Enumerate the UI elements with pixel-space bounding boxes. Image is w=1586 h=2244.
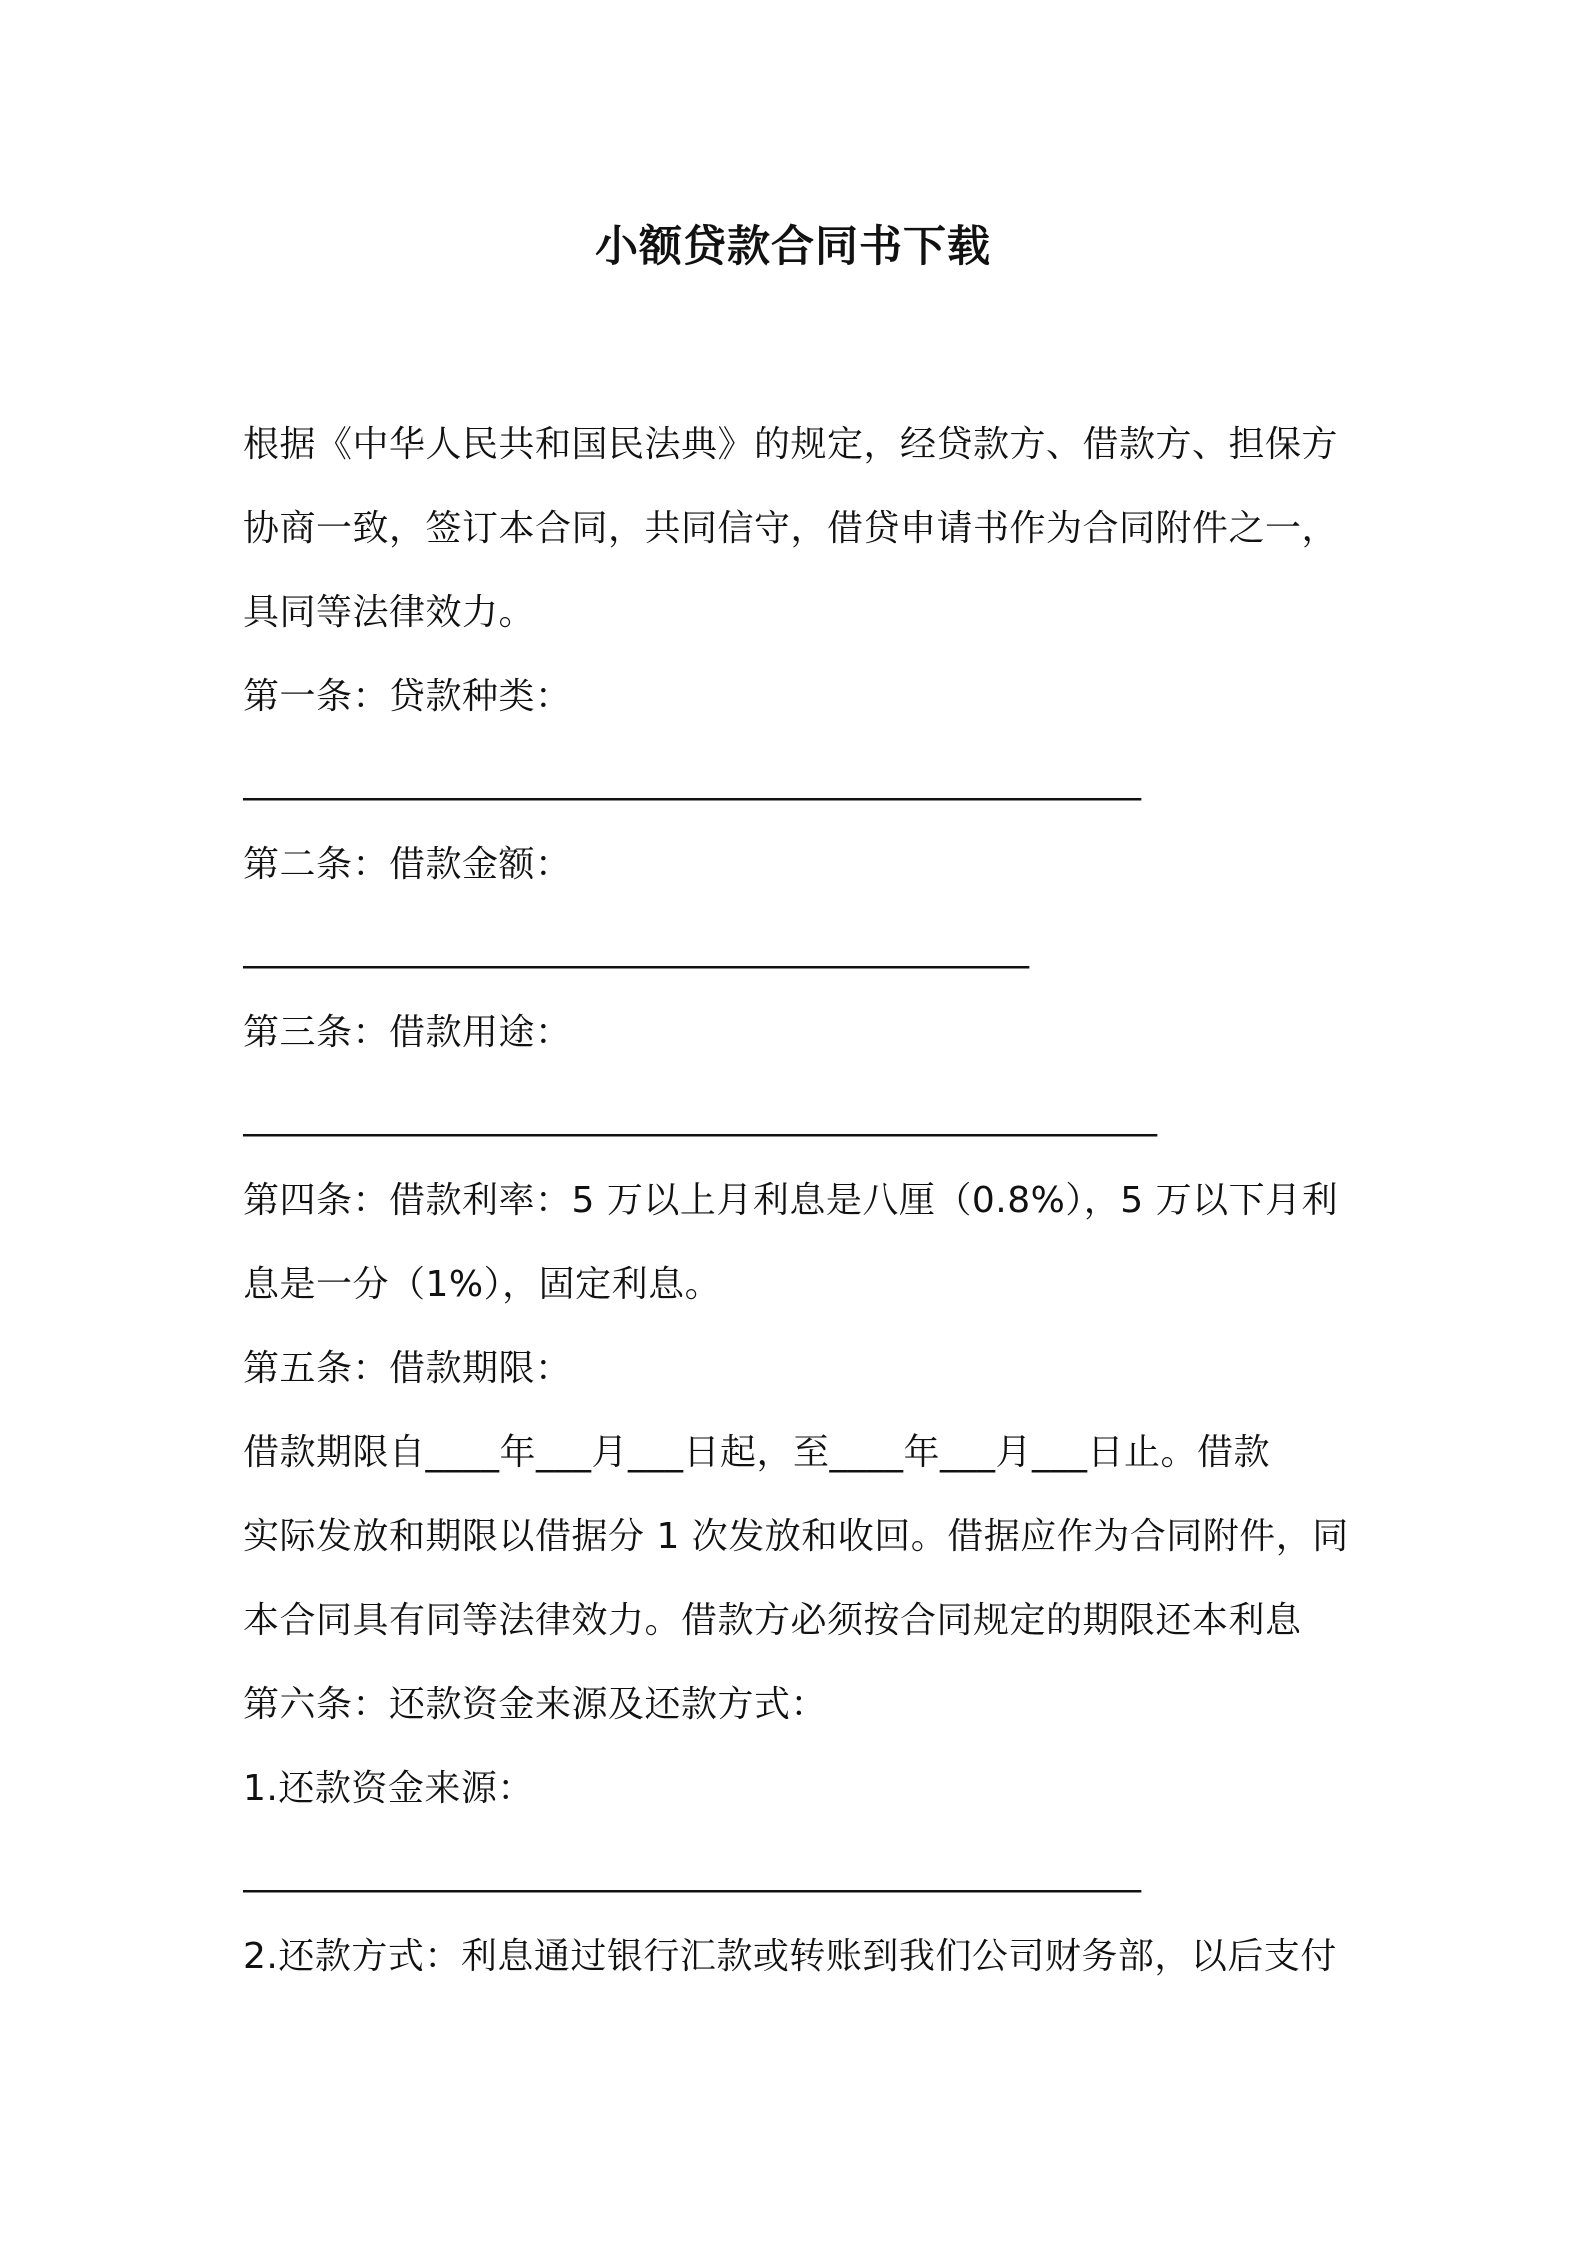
document-title: 小额贷款合同书下载 — [595, 222, 991, 272]
clause-heading-1: 第一条：贷款种类： — [243, 676, 572, 717]
paragraph-line: 协商一致，签订本合同，共同信守，借贷申请书作为合同附件之一， — [243, 508, 1339, 549]
paragraph-line: 具同等法律效力。 — [243, 592, 536, 633]
document-body — [243, 403, 1363, 1999]
paragraph-line: 本合同具有同等法律效力。借款方必须按合同规定的期限还本利息 — [243, 1600, 1302, 1641]
clause-heading-4: 第四条：借款利率：5 万以上月利息是八厘（0.8%），5 万以下月利 — [243, 1180, 1339, 1221]
clause-heading-3: 第三条：借款用途： — [243, 1012, 572, 1053]
blank-fill-line: ________________________________________________________ — [243, 760, 1139, 801]
paragraph-line: 实际发放和期限以借据分 1 次发放和收回。借据应作为合同附件，同 — [243, 1516, 1349, 1557]
blank-fill-line: _________________________________________________ — [243, 928, 1027, 969]
paragraph-line: 息是一分（1%），固定利息。 — [243, 1264, 722, 1305]
blank-fill-line: ________________________________________________________ — [243, 1852, 1139, 1893]
blank-fill-line: _________________________________________________________ — [243, 1096, 1155, 1137]
clause-heading-5: 第五条：借款期限： — [243, 1348, 572, 1389]
clause-heading-6: 第六条：还款资金来源及还款方式： — [243, 1684, 828, 1725]
clause-heading-2: 第二条：借款金额： — [243, 844, 572, 885]
paragraph-line: 借款期限自____年___月___日起，至____年___月___日止。借款 — [243, 1432, 1271, 1473]
paragraph-line: 根据《中华人民共和国民法典》的规定，经贷款方、借款方、担保方 — [243, 424, 1339, 465]
sub-clause-line: 1.还款资金来源： — [243, 1768, 534, 1809]
sub-clause-line: 2.还款方式：利息通过银行汇款或转账到我们公司财务部，以后支付 — [243, 1936, 1337, 1977]
